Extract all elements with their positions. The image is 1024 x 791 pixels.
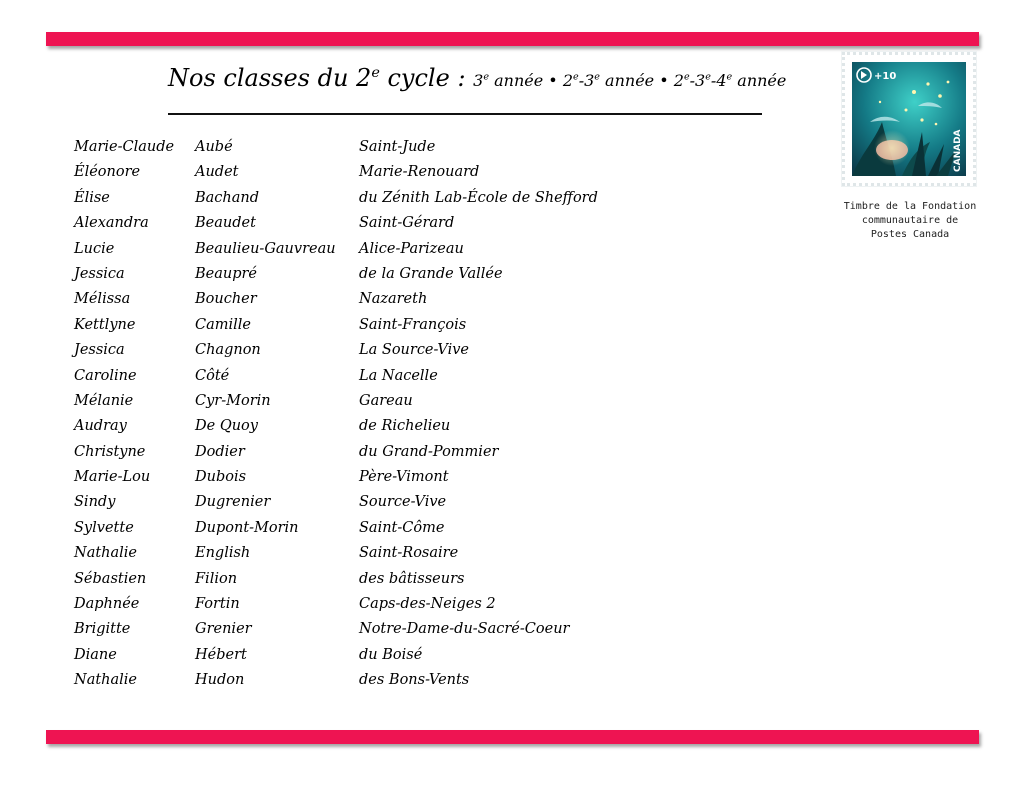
teacher-last-name: Beaupré [195,265,258,282]
school-name: La Nacelle [359,367,438,384]
school-name: de la Grande Vallée [359,265,503,282]
teacher-first-name: Mélissa [74,291,131,308]
stamp-caption-line: Timbre de la Fondation [843,201,977,212]
teacher-last-name: Dugrenier [195,494,271,511]
teacher-first-name: Alexandra [74,215,149,232]
school-name: Saint-François [359,316,467,333]
teacher-last-name: Boucher [195,291,257,308]
teacher-last-name: Dubois [195,469,247,486]
school-name: du Zénith Lab-École de Shefford [359,189,598,206]
stamp-caption [830,200,990,242]
teacher-last-name: De Quoy [195,418,258,435]
teacher-first-name: Lucie [74,240,115,257]
teacher-last-name: Côté [195,367,230,384]
teacher-first-name: Diane [74,646,117,663]
teacher-first-name: Éléonore [74,164,141,181]
teacher-last-name: English [195,545,251,562]
school-name: Caps-des-Neiges 2 [359,596,496,613]
teacher-first-name: Audray [74,418,127,435]
school-name: du Boisé [359,646,423,663]
teacher-last-name: Dupont-Morin [195,519,299,536]
teacher-first-name: Sylvette [74,519,134,536]
school-name: Père-Vimont [359,469,449,486]
teacher-last-name: Aubé [195,139,233,155]
teacher-last-name: Cyr-Morin [195,392,271,409]
teacher-first-name: Caroline [74,367,137,384]
teacher-last-name: Bachand [195,189,260,206]
teacher-last-name: Beaudet [195,215,256,232]
school-name: Saint-Gérard [359,215,455,232]
school-name: Source-Vive [359,494,447,511]
school-name: Saint-Jude [359,139,436,155]
school-name: Nazareth [359,291,428,308]
school-name: Saint-Côme [359,519,445,536]
school-name: des Bons-Vents [359,672,470,689]
teacher-first-name: Élise [74,189,110,206]
teacher-last-name: Grenier [195,621,252,638]
teacher-last-name: Audet [195,164,239,181]
school-name: de Richelieu [359,418,451,435]
teacher-last-name: Hébert [195,646,247,663]
school-name: La Source-Vive [359,342,469,359]
stamp-caption-line: Postes Canada [870,229,950,240]
school-name: des bâtisseurs [359,570,465,587]
page-title: Nos classes du 2e cycle : 3e année • 2e-3e année • 2e-3e-4e année [168,64,787,92]
school-name: Alice-Parizeau [359,240,464,257]
teacher-first-name: Kettlyne [74,316,136,333]
school-name: Saint-Rosaire [359,545,459,562]
school-name: Gareau [359,392,413,409]
teacher-first-name: Marie-Claude [74,139,175,155]
school-name: Marie-Renouard [359,164,480,181]
teacher-first-name: Daphnée [74,596,140,613]
top-accent-bar [46,32,979,46]
teacher-first-name: Sébastien [74,570,147,587]
teacher-first-name: Brigitte [74,621,131,638]
school-name: du Grand-Pommier [359,443,499,460]
teacher-last-name: Beaulieu-Gauvreau [195,240,336,257]
stamp-value: +10 [874,71,897,82]
teacher-last-name: Camille [195,316,251,333]
stamp-country: CANADA [953,129,963,172]
teacher-last-name: Fortin [195,596,240,613]
title-underline [168,113,762,115]
stamp-image [842,52,976,186]
teacher-first-name: Mélanie [74,392,134,409]
stamp-caption-line: communautaire de [861,215,959,226]
teacher-first-name: Nathalie [74,545,137,562]
teacher-last-name: Filion [195,570,238,587]
school-name: Notre-Dame-du-Sacré-Coeur [359,621,570,638]
teacher-first-name: Sindy [74,494,116,511]
teacher-first-name: Nathalie [74,672,137,689]
teacher-last-name: Chagnon [195,342,261,359]
teacher-last-name: Hudon [195,672,245,689]
teacher-first-name: Jessica [74,342,125,359]
postage-stamp-illustration [852,62,966,176]
teacher-first-name: Christyne [74,443,146,460]
bottom-accent-bar [46,730,979,744]
teacher-first-name: Marie-Lou [74,469,151,486]
teacher-last-name: Dodier [195,443,245,460]
teacher-first-name: Jessica [74,265,125,282]
